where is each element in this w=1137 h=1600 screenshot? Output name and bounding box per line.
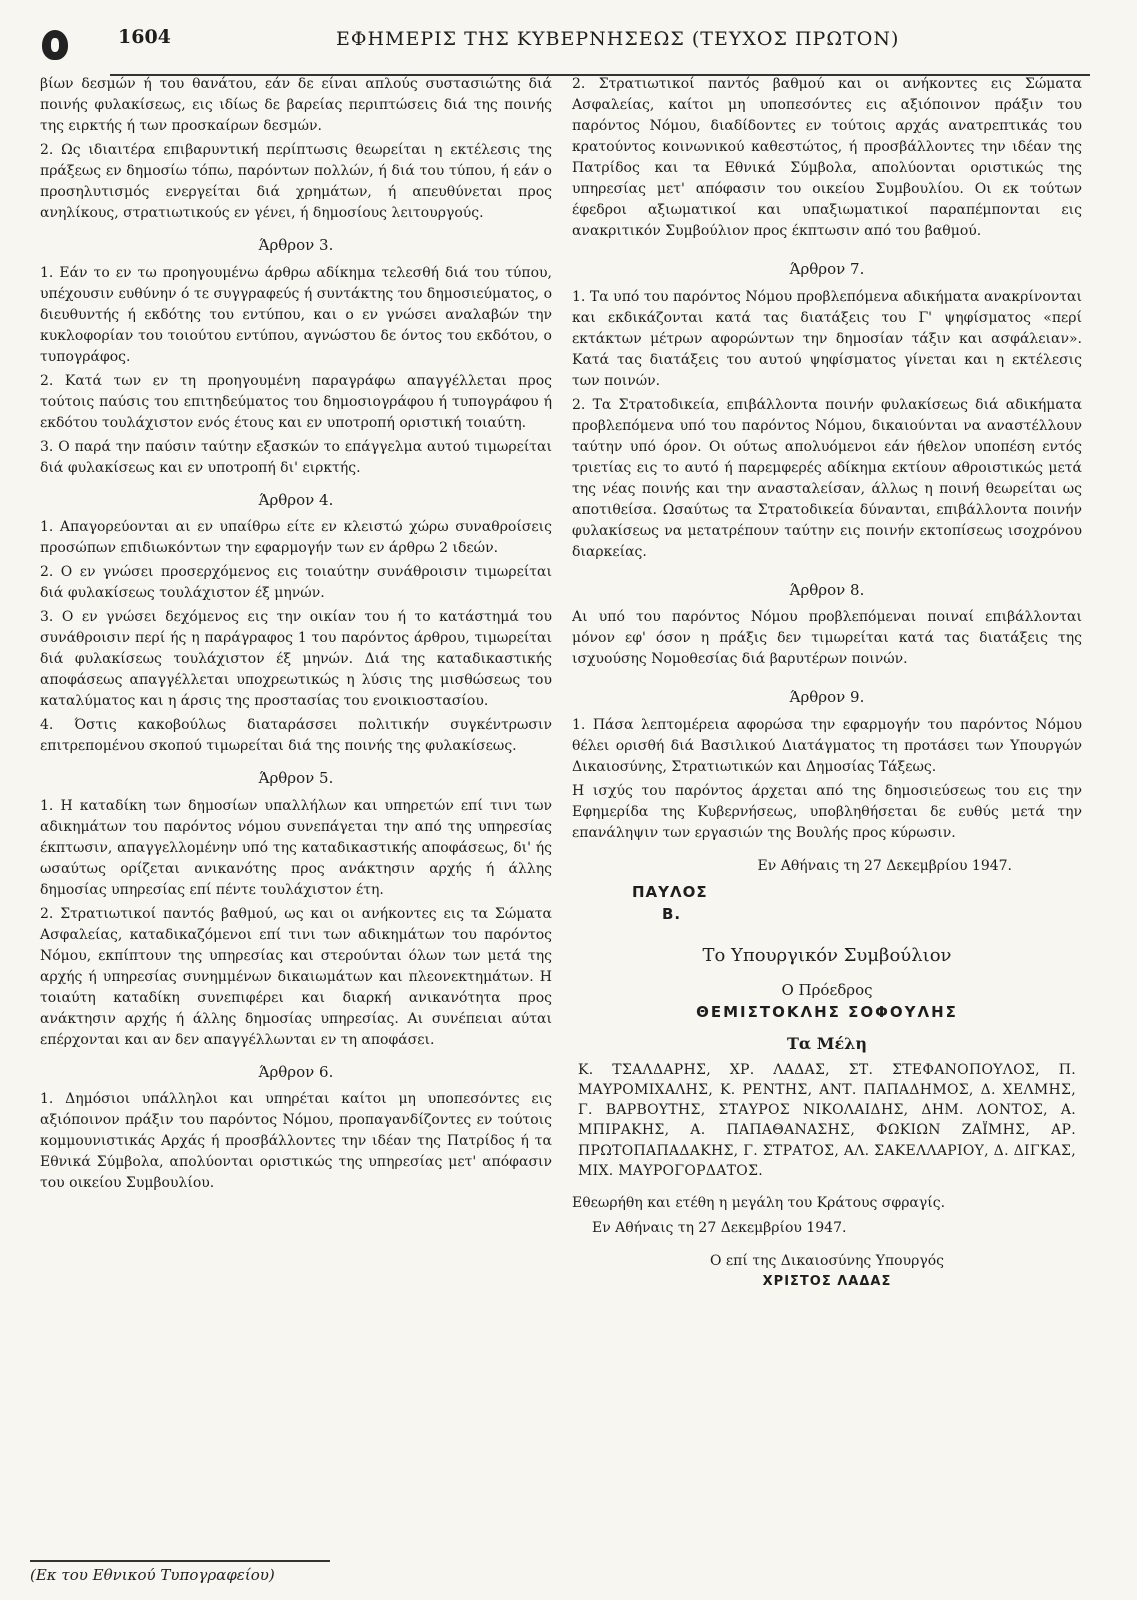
paragraph: 3. Ο εν γνώσει δεχόμενος εις την οικίαν του ή το κατάστημά του συνάθροισιν περί ής η παράγραφος 1 του παρόντος άρθρου, τιμωρείται διά φυλακίσεως τουλάχιστον έξ μηνών. Διά της καταδικαστικής αποφάσεως απαγγέλλεται υποχρεωτικώς η λύσις της μισθώσεως του καταλύματος και η άρσις της προστασίας του ενοικιοστασίου.	[40, 609, 552, 709]
paragraph: Η ισχύς του παρόντος άρχεται από της δημοσιεύσεως του εις την Εφημερίδα της Κυβερνήσεως, υποβληθήσεται δε ευθύς μετά την επανάληψιν των εργασιών της Βουλής προς κύρωσιν.	[572, 782, 1082, 841]
issue-date: Εν Αθήναις τη 27 Δεκεμβρίου 1947.	[757, 857, 1012, 874]
article-heading: Άρθρον 7.	[789, 260, 865, 278]
paragraph: βίων δεσμών ή του θανάτου, εάν δε είναι απλούς συστασιώτης διά ποινής φυλακίσεως, εις ιδίως δε βαρείας περιπτώσεις διά της ποινής της ειρκτής ή των προσκαίρων δεσμών.	[40, 76, 552, 134]
paragraph: 1. Πάσα λεπτομέρεια αφορώσα την εφαρμογήν του παρόντος Νόμου θέλει ορισθή διά Βασιλικού Διατάγματος τη προτάσει των Υπουργών Δικαιοσύνης, Στρατιωτικών και Δημοσίας Τάξεως.	[572, 716, 1082, 775]
paragraph: 4. Όστις κακοβούλως διαταράσσει πολιτικήν συγκέντρωσιν επιτρεπομένου σκοπού τιμωρείται διά της ποινής της φυλακίσεως.	[40, 717, 552, 754]
article-heading: Άρθρον 5.	[258, 769, 334, 787]
emblem-icon	[42, 30, 68, 60]
seal-date: Εν Αθήναις τη 27 Δεκεμβρίου 1947.	[592, 1220, 847, 1237]
article-heading: Άρθρον 9.	[789, 688, 865, 706]
paragraph: 1. Δημόσιοι υπάλληλοι και υπηρέται καίτοι μη υποπεσόντες εις αξιόποινον πράξιν του παρόντος Νόμου, προπαγανδίζοντες εν τούτοις κομμουνιστικάς Αρχάς ή προσβάλλοντες την ιδέαν της Πατρίδος ή τα Εθνικά Σύμβολα, απολύονται οριστικώς της υπηρεσίας μετ' απόφασιν του οικείου Συμβουλίου.	[40, 1091, 552, 1191]
paragraph: 2. Κατά των εν τη προηγουμένη παραγράφω απαγγέλλεται προς τούτοις παύσις του επιτηδεύματος του δημοσιογράφου ή τυπογράφου ή εκδότου τουλάχιστον ενός έτους και εν υποτροπή οριστική τοιαύτη.	[40, 372, 552, 431]
right-column	[572, 74, 1082, 1292]
gazette-header	[40, 22, 1080, 66]
paragraph: 2. Ο εν γνώσει προσερχόμενος εις τοιαύτην συνάθροισιν τιμωρείται διά φυλακίσεως τουλάχιστον έξ μηνών.	[40, 564, 552, 601]
paragraph: 1. Τα υπό του παρόντος Νόμου προβλεπόμενα αδικήματα ανακρίνονται και εκδικάζονται κατά τας διατάξεις του Γ' ψηφίσματος «περί εκτάκτων μέτρων αφορώντων την δημοσίαν τάξιν και ασφάλειαν». Κατά τας διατάξεις του αυτού ψηφίσματος γίνεται και η εκτέλεσις των ποινών.	[572, 288, 1082, 389]
article-heading: Άρθρον 4.	[258, 490, 334, 509]
paragraph: 1. Η καταδίκη των δημοσίων υπαλλήλων και υπηρετών επί τινι των αδικημάτων του παρόντος νόμου συνεπάγεται την από της υπηρεσίας έκπτωσιν, απαγγελλομένην υπό της καταδικαστικής αποφάσεως, δι' ής ωσαύτως ορίζεται ανικανότης προς ανάκτησιν αρχής ή άλλης δημοσίας υπηρεσίας επί πέντε τουλάχιστον έτη.	[40, 797, 552, 898]
paragraph: 2. Στρατιωτικοί παντός βαθμού, ως και οι ανήκοντες εις τα Σώματα Ασφαλείας, καταδικαζόμενοι επί τινι των αδικημάτων του παρόντος Νόμου, εκπίπτουν της υπηρεσίας και στερούνται όλων των μετά της αρχής ή υπηρεσίας συνημμένων δικαιωμάτων και πλεονεκτημάτων. Η τοιαύτη καταδίκη συνεπιφέρει και διαρκή ανικανότητα προς ανάκτησιν αρχής ή άλλης δημοσίας υπηρεσίας. Αι συνέπειαι αύται επέρχονται και αν δεν απαγγέλλωνται εν τη αποφάσει.	[40, 905, 552, 1048]
king-name: ΠΑΥΛΟΣ	[632, 882, 708, 901]
article-heading: Άρθρον 8.	[789, 580, 865, 599]
council-title: Το Υπουργικόν Συμβούλιον	[702, 944, 952, 966]
paragraph: 2. Τα Στρατοδικεία, επιβάλλοντα ποινήν φυλακίσεως διά αδικήματα προβλεπόμενα υπό του παρόντος Νόμου, δικαιούνται να αναστέλλουν ταύτην υπό όρον. Οι ούτως απολυόμενοι εάν ήθελον υποπέση εντός τριετίας εις το αυτό ή παρεμφερές αδίκημα εκτίουν αθροιστικώς μετά της νέας ποινής και την ανασταλείσαν, άλλως η ποινή θεωρείται ως αποτιθείσα. Ωσαύτως τα Στρατοδικεία δύνανται, επιβάλλοντα ποινήν φυλακίσεως να μετατρέπουν ταύτην εις ποινήν εκτοπίσεως ισοχρόνου διαρκείας.	[572, 396, 1082, 560]
left-column	[40, 74, 552, 1197]
printer-footer: (Εκ του Εθνικού Τυπογραφείου)	[30, 1560, 330, 1584]
paragraph: Αι υπό του παρόντος Νόμου προβλεπόμεναι ποιναί επιβάλλονται μόνον εφ' όσον η πράξις δεν τιμωρείται κατά τας διατάξεις της ισχυούσης Νομοθεσίας διά βαρυτέρων ποινών.	[572, 609, 1082, 667]
article-heading: Άρθρον 6.	[258, 1062, 334, 1081]
paragraph: 2. Στρατιωτικοί παντός βαθμού και οι ανήκοντες εις Σώματα Ασφαλείας, καίτοι μη υποπεσόντες εις αξιόποινον πράξιν του παρόντος Νόμου, διαδίδοντες εν τούτοις αρχάς ανατρεπτικάς του κρατούντος κοινωνικού καθεστώτος, ή προσβάλλοντες την ιδέαν της Πατρίδος και τα Εθνικά Σύμβολα, απολύονται οριστικώς της υπηρεσίας μετ' απόφασιν του οικείου Συμβουλίου. Οι εκ τούτων έφεδροι αξιωματικοί και υπαξιωματικοί παραπέμπονται εις ανακριτικόν Συμβούλιον προς έκπτωσιν από του βαθμού.	[572, 76, 1082, 239]
minister-label: Ο επί της Δικαιοσύνης Υπουργός	[710, 1253, 944, 1270]
president-label: Ο Πρόεδρος	[781, 980, 873, 999]
king-title: Β.	[662, 905, 682, 923]
article-heading: Άρθρον 3.	[258, 236, 334, 254]
page-number: 1604	[118, 26, 171, 48]
members-label: Τα Μέλη	[786, 1033, 868, 1053]
gazette-title: ΕΦΗΜΕΡΙΣ ΤΗΣ ΚΥΒΕΡΝΗΣΕΩΣ (ΤΕΥΧΟΣ ΠΡΩΤΟΝ)	[336, 28, 900, 50]
members-list: Κ. ΤΣΑΛΔΑΡΗΣ, ΧΡ. ΛΑΔΑΣ, ΣΤ. ΣΤΕΦΑΝΟΠΟΥΛΟΣ, Π. ΜΑΥΡΟΜΙΧΑΛΗΣ, Κ. ΡΕΝΤΗΣ, ΑΝΤ. ΠΑΠΑΔΗΜΟΣ, Δ. ΧΕΛΜΗΣ, Γ. ΒΑΡΒΟΥΤΗΣ, ΣΤΑΥΡΟΣ ΝΙΚΟΛΑΙΔΗΣ, ΔΗΜ. ΛΟΝΤΟΣ, Α. ΜΠΙΡΑΚΗΣ, Α. ΠΑΠΑΘΑΝΑΣΗΣ, ΦΩΚΙΩΝ ΖΑΪΜΗΣ, ΑΡ. ΠΡΩΤΟΠΑΠΑΔΑΚΗΣ, Γ. ΣΤΡΑΤΟΣ, ΑΛ. ΣΑΚΕΛΛΑΡΙΟΥ, Δ. ΔΙΓΚΑΣ, ΜΙΧ. ΜΑΥΡΟΓΟΡΔΑΤΟΣ.	[578, 1061, 1076, 1179]
paragraph: 1. Απαγορεύονται αι εν υπαίθρω είτε εν κλειστώ χώρω συναθροίσεις προσώπων επιδιωκόντων την εφαρμογήν των εν άρθρω 2 ιδεών.	[40, 519, 552, 556]
paragraph: 3. Ο παρά την παύσιν ταύτην εξασκών το επάγγελμα αυτού τιμωρείται διά φυλακίσεως και εν υποτροπή δι' ειρκτής.	[40, 438, 552, 476]
paragraph: 1. Εάν το εν τω προηγουμένω άρθρω αδίκημα τελεσθή διά του τύπου, υπέχουσιν ευθύνην ό τε συγγραφεύς ή συντάκτης του δημοσιεύματος, ο διευθυντής ή εκδότης του εντύπου, και ο εν γνώσει αναλαβών την κυκλοφορίαν του τοιούτου εντύπου, αγνώστου δε όντος του εκδότου, ο τυπογράφος.	[40, 264, 552, 365]
paragraph: 2. Ως ιδιαιτέρα επιβαρυντική περίπτωσις θεωρείται η εκτέλεσις της πράξεως εν δημοσίω τόπω, παρόντων πολλών, ή διά του τύπου, ή εάν ο προσηλυτισμός ενεργείται διά χρημάτων, ή απευθύνεται προς ανηλίκους, στρατιωτικούς εν γένει, ή δημοσίους λειτουργούς.	[40, 142, 552, 221]
president-name: ΘΕΜΙΣΤΟΚΛΗΣ ΣΟΦΟΥΛΗΣ	[696, 1003, 958, 1021]
seal-note: Εθεωρήθη και ετέθη η μεγάλη του Κράτους σφραγίς.	[572, 1195, 946, 1212]
minister-name: ΧΡΙΣΤΟΣ ΛΑΔΑΣ	[762, 1274, 892, 1290]
